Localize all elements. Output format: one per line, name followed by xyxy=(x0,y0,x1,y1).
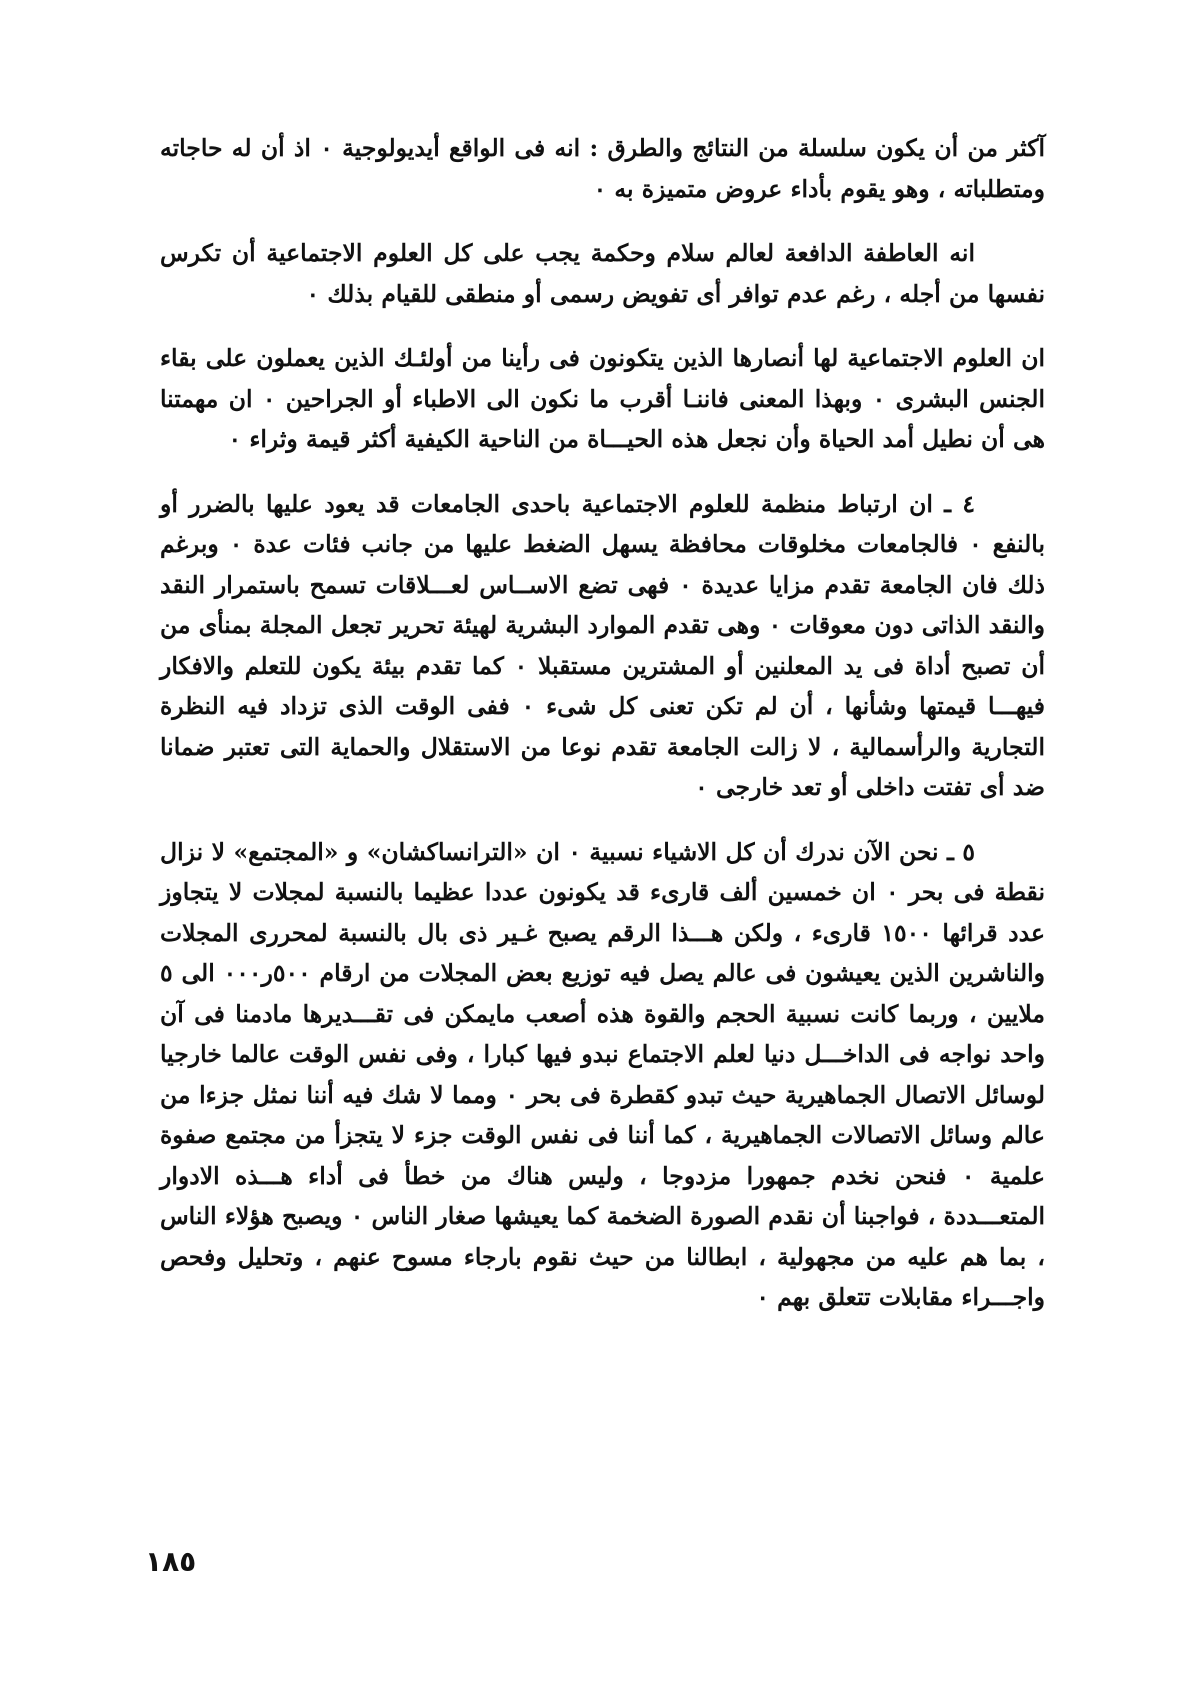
paragraph-3: ان العلوم الاجتماعية لها أنصارها الذين يتكونون فى رأينا من أولئـك الذين يعملون على بقاء الجنس البشرى ٠ وبهذا المعنى فاننـا أقرب ما نكون الى الاطباء أو الجراحين ٠ ان مهمتنا هى أن نطيل أمد الحياة وأن نجعل هذه الحيـــاة من الناحية الكيفية أكثر قيمة وثراء ٠ xyxy=(160,344,1045,453)
page-number: ١٨٥ xyxy=(145,1545,197,1578)
paragraph-1: آكثر من أن يكون سلسلة من النتائج والطرق : انه فى الواقع أيديولوجية ٠ اذ أن له حاجاته ومتطلباته ، وهو يقوم بأداء عروض متميزة به ٠ xyxy=(160,134,1045,203)
paragraph-4: ٤ ـ ان ارتباط منظمة للعلوم الاجتماعية باحدى الجامعات قد يعود عليها بالضرر أو بالنفع ٠ فالجامعات مخلوقات محافظة يسهل الضغط عليها من جانب فئات عدة ٠ وبرغم ذلك فان الجامعة تقدم مزايا عديدة ٠ فهى تضع الاســاس لعـــلاقات تسمح باستمرار النقد والنقد الذاتى دون معوقات ٠ وهى تقدم الموارد البشرية لهيئة تحرير تجعل المجلة بمنأى من أن تصبح أداة فى يد المعلنين أو المشترين مستقبلا ٠ كما تقدم بيئة يكون للتعلم والافكار فيهـــا قيمتها وشأنها ، أن لم تكن تعنى كل شىء ٠ ففى الوقت الذى تزداد فيه النظرة التجارية والرأسمالية ، لا زالت الجامعة تقدم نوعا من الاستقلال والحماية التى تعتبر ضمانا ضد أى تفتت داخلى أو تعد خارجى ٠ xyxy=(160,489,1046,801)
body-text xyxy=(160,128,1045,1342)
paragraph-5: ٥ ـ نحن الآن ندرك أن كل الاشياء نسبية ٠ ان «الترانساكشان» و «المجتمع» لا نزال نقطة فى بحر ٠ ان خمسين ألف قارىء قد يكونون عددا عظيما بالنسبة لمجلات لا يتجاوز عدد قرائها ١٥٠٠ قارىء ، ولكن هـــذا الرقم يصبح غـير ذى بال بالنسبة لمحررى المجلات والناشرين الذين يعيشون فى عالم يصل فيه توزيع بعض المجلات من ارقام ٥٠٠ر٠٠٠ الى ٥ ملايين ، وربما كانت نسبية الحجم والقوة هذه أصعب مايمكن فى تقـــديرها مادمنا فى آن واحد نواجه فى الداخـــل دنيا لعلم الاجتماع نبدو فيها كبارا ، وفى نفس الوقت عالما خارجيا لوسائل الاتصال الجماهيرية حيث تبدو كقطرة فى بحر ٠ ومما لا شك فيه أننا نمثل جزءا من عالم وسائل الاتصالات الجماهيرية ، كما أننا فى نفس الوقت جزء لا يتجزأ من مجتمع صفوة علمية ٠ فنحن نخدم جمهورا مزدوجا ، وليس هناك من خطأ فى أداء هـــذه الادوار المتعـــددة ، فواجبنا أن نقدم الصورة الضخمة كما يعيشها صغار الناس ٠ ويصبح هؤلاء الناس ، بما هم عليه من مجهولية ، ابطالنا من حيث نقوم بارجاء مسوح عنهم ، وتحليل وفحص واجـــراء مقابلات تتعلق بهم ٠ xyxy=(160,837,1046,1311)
paragraph-2: انه العاطفة الدافعة لعالم سلام وحكمة يجب على كل العلوم الاجتماعية أن تكرس نفسها من أجله ، رغم عدم توافر أى تفويض رسمى أو منطقى للقيام بذلك ٠ xyxy=(160,239,1045,308)
